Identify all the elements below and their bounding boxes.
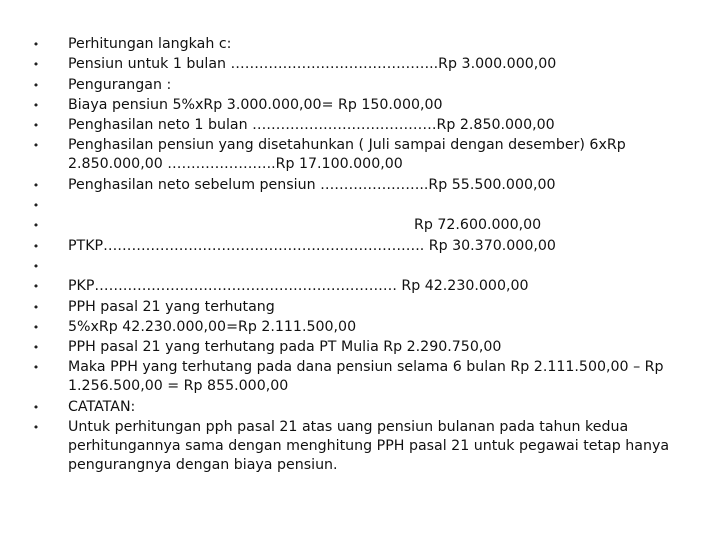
bullet-text: Rp 72.600.000,00 [414,217,542,234]
bullet-item-empty [30,196,706,215]
bullet-text: Pensiun untuk 1 bulan ……………………………………..Rp 3.000.000,00 [68,56,557,73]
bullet-item [30,176,706,195]
bullet-dot-icon: • [32,199,40,213]
bullet-item [30,136,706,174]
bullet-dot-icon: • [32,421,40,435]
bullet-item [30,96,706,115]
bullet-text: Maka PPH yang terhutang pada dana pensiun selama 6 bulan Rp 2.111.500,00 – Rp 1.256.500,00 = Rp 855.000,00 [68,359,664,395]
bullet-dot-icon: • [32,98,40,112]
bullet-dot-icon: • [32,58,40,72]
bullet-list [30,35,706,476]
bullet-text: CATATAN: [68,398,136,415]
bullet-dot-icon: • [32,280,40,294]
bullet-dot-icon: • [32,361,40,375]
bullet-dot-icon: • [32,78,40,92]
bullet-item [30,116,706,135]
bullet-dot-icon: • [32,320,40,334]
bullet-text: PKP………………………………………………………. Rp 42.230.000,00 [68,278,529,295]
bullet-dot-icon: • [32,341,40,355]
bullet-item-subtotal [30,216,706,235]
bullet-item [30,76,706,95]
bullet-dot-icon: • [32,400,40,414]
bullet-item [30,398,706,417]
bullet-text: PTKP………………………………………………………….. Rp 30.370.000,00 [68,237,556,254]
bullet-dot-icon: • [32,139,40,153]
bullet-dot-icon: • [32,300,40,314]
bullet-text: Biaya pensiun 5%xRp 3.000.000,00= Rp 150.000,00 [68,96,443,113]
bullet-item [30,338,706,357]
bullet-text: Pengurangan : [68,76,172,93]
bullet-dot-icon: • [32,178,40,192]
bullet-text: Penghasilan neto 1 bulan …………………………………Rp 2.850.000,00 [68,117,555,134]
bullet-item [30,237,706,256]
bullet-item [30,298,706,317]
bullet-text: Penghasilan pensiun yang disetahunkan ( Juli sampai dengan desember) 6xRp 2.850.000,00 …………………..Rp 17.100.000,00 [68,137,626,173]
bullet-item [30,277,706,296]
bullet-text: PPH pasal 21 yang terhutang [68,298,275,315]
bullet-dot-icon: • [32,219,40,233]
bullet-text: Perhitungan langkah c: [68,36,232,52]
bullet-item-empty [30,257,706,276]
bullet-text: Penghasilan neto sebelum pensiun …………………..Rp 55.500.000,00 [68,176,556,193]
bullet-text: Untuk perhitungan pph pasal 21 atas uang pensiun bulanan pada tahun kedua perhitungannya sama dengan menghitung PPH pasal 21 untuk pegawai tetap hanya pengurangnya dengan biaya pensiun. [68,419,670,474]
bullet-item [30,358,706,396]
bullet-dot-icon: • [32,239,40,253]
bullet-text: PPH pasal 21 yang terhutang pada PT Mulia Rp 2.290.750,00 [68,339,502,356]
bullet-dot-icon: • [32,38,40,51]
bullet-item [30,418,706,475]
bullet-item [30,55,706,74]
bullet-dot-icon: • [32,119,40,133]
bullet-item [30,35,706,54]
bullet-dot-icon: • [32,259,40,273]
bullet-text: 5%xRp 42.230.000,00=Rp 2.111.500,00 [68,318,357,335]
bullet-item [30,318,706,337]
